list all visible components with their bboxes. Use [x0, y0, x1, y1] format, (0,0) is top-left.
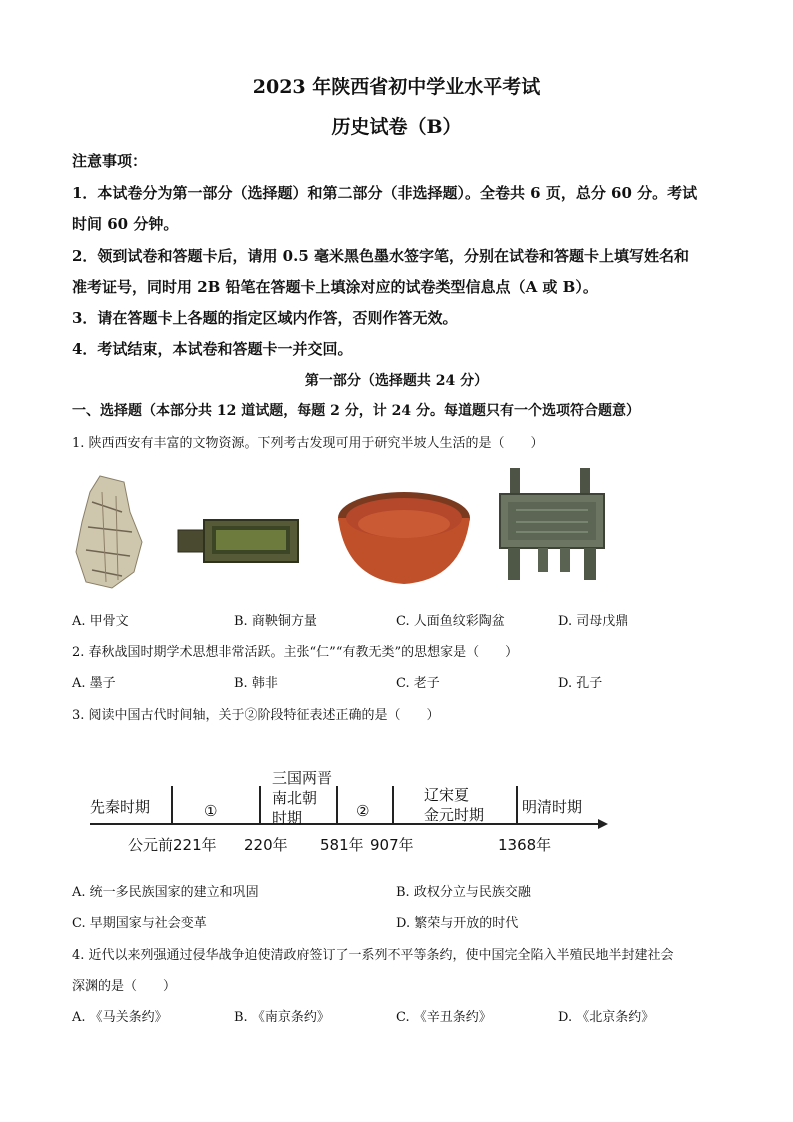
notice-item: 1．本试卷分为第一部分（选择题）和第二部分（非选择题）。全卷共 6 页，总分 60 分。考试 [72, 184, 698, 202]
timeline-period-label: ② [356, 802, 370, 820]
notice-item: 准考证号，同时用 2B 铅笔在答题卡上填涂对应的试卷类型信息点（A 或 B）。 [72, 278, 598, 296]
option-c: C. 人面鱼纹彩陶盆 [396, 614, 505, 629]
part-title: 第一部分（选择题共 24 分） [304, 373, 489, 389]
timeline-period-label: 先秦时期 [90, 798, 151, 816]
question-stem: 3. 阅读中国古代时间轴，关于②阶段特征表述正确的是（ ） [72, 708, 440, 723]
option-c: C. 老子 [396, 676, 440, 691]
timeline-period-label: 南北朝 [272, 789, 318, 807]
option-b: B. 政权分立与民族交融 [396, 885, 531, 900]
question-stem-continued: 深渊的是（ ） [72, 979, 177, 994]
option-a: A. 墨子 [72, 676, 116, 691]
painted-pottery-basin-image [336, 490, 472, 586]
notice-heading: 注意事项： [72, 152, 148, 170]
notice-item: 时间 60 分钟。 [72, 215, 179, 233]
timeline-period-label: 辽宋夏 [424, 786, 470, 804]
option-c: C. 《辛丑条约》 [396, 1010, 492, 1025]
option-a: A. 统一多民族国家的建立和巩固 [72, 885, 259, 900]
timeline-date-label: 公元前221年 [128, 836, 217, 854]
notice-item: 2．领到试卷和答题卡后，请用 0.5 毫米黑色墨水签字笔，分别在试卷和答题卡上填写姓名和 [72, 247, 689, 265]
option-a: A. 甲骨文 [72, 614, 129, 629]
timeline-period-label: ① [204, 802, 218, 820]
option-b: B. 《南京条约》 [234, 1010, 330, 1025]
option-b: B. 韩非 [234, 676, 278, 691]
oracle-bone-image [72, 472, 148, 590]
timeline-period-label: 时期 [272, 809, 303, 827]
timeline-period-label: 金元时期 [424, 806, 485, 824]
timeline-date-label: 1368年 [498, 836, 552, 854]
timeline-period-label: 明清时期 [522, 798, 583, 816]
option-c: C. 早期国家与社会变革 [72, 916, 207, 931]
notice-item: 3．请在答题卡上各题的指定区域内作答，否则作答无效。 [72, 309, 458, 327]
timeline-date-label: 581年 [320, 836, 364, 854]
timeline-period-label: 三国两晋 [272, 769, 333, 787]
exam-title: 2023 年陕西省初中学业水平考试 [252, 76, 541, 98]
notice-item: 4．考试结束，本试卷和答题卡一并交回。 [72, 340, 353, 358]
option-d: D. 《北京条约》 [558, 1010, 655, 1025]
timeline-date-label: 907年 [370, 836, 414, 854]
bronze-measure-image [176, 516, 300, 566]
question-stem: 4. 近代以来列强通过侵华战争迫使清政府签订了一系列不平等条约，使中国完全陷入半殖民地半封建社会 [72, 948, 674, 963]
exam-subtitle: 历史试卷（B） [331, 116, 462, 138]
option-a: A. 《马关条约》 [72, 1010, 168, 1025]
question-stem: 2. 春秋战国时期学术思想非常活跃。主张“仁”“有教无类”的思想家是（ ） [72, 645, 519, 660]
simuwu-ding-image [496, 466, 608, 582]
option-d: D. 孔子 [558, 676, 603, 691]
section-instruction: 一、选择题（本部分共 12 道试题，每题 2 分，计 24 分。每道题只有一个选项符合题意） [72, 403, 640, 419]
option-b: B. 商鞅铜方量 [234, 614, 317, 629]
timeline-date-label: 220年 [244, 836, 288, 854]
option-d: D. 司母戊鼎 [558, 614, 629, 629]
question-stem: 1. 陕西西安有丰富的文物资源。下列考古发现可用于研究半坡人生活的是（ ） [72, 436, 544, 451]
option-d: D. 繁荣与开放的时代 [396, 916, 519, 931]
